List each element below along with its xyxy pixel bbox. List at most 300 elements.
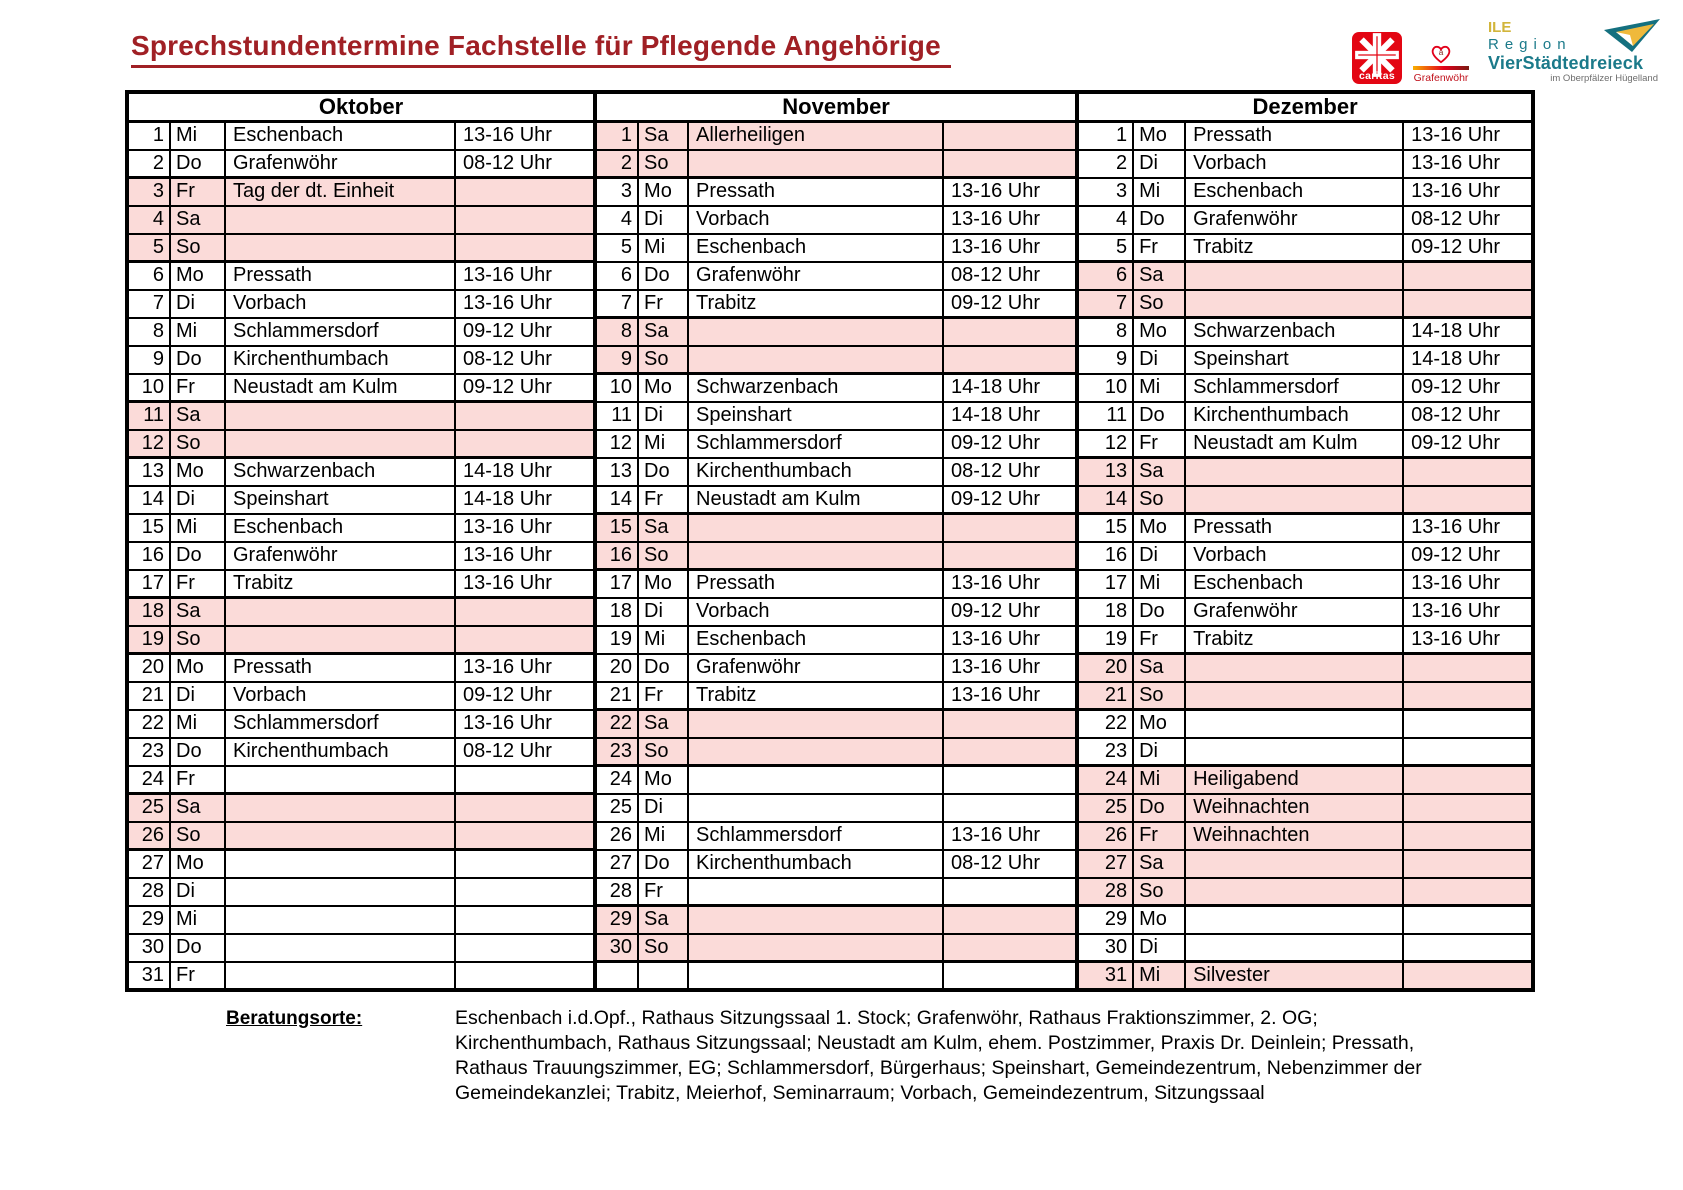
location: Eschenbach — [688, 626, 943, 654]
day-number: 16 — [1077, 542, 1133, 570]
time: 13-16 Uhr — [943, 178, 1077, 206]
time — [943, 906, 1077, 934]
day-number: 24 — [595, 766, 638, 794]
day-number: 23 — [595, 738, 638, 766]
weekday: Mi — [1133, 766, 1185, 794]
weekday: Do — [170, 934, 225, 962]
heart-icon — [1430, 44, 1452, 64]
location: Schwarzenbach — [225, 458, 455, 486]
time — [943, 318, 1077, 346]
day-number: 4 — [1077, 206, 1133, 234]
time: 13-16 Uhr — [1403, 178, 1533, 206]
day-number: 24 — [1077, 766, 1133, 794]
day-number: 15 — [1077, 514, 1133, 542]
time: 08-12 Uhr — [1403, 206, 1533, 234]
time: 09-12 Uhr — [1403, 374, 1533, 402]
time — [1403, 850, 1533, 878]
location: Neustadt am Kulm — [225, 374, 455, 402]
time — [1403, 906, 1533, 934]
time: 09-12 Uhr — [943, 486, 1077, 514]
weekday: So — [638, 150, 688, 178]
location: Trabitz — [225, 570, 455, 598]
day-number: 27 — [595, 850, 638, 878]
weekday: Mi — [170, 514, 225, 542]
weekday: Mo — [1133, 514, 1185, 542]
day-number: 1 — [127, 122, 170, 150]
time: 13-16 Uhr — [943, 682, 1077, 710]
weekday: Mi — [170, 318, 225, 346]
time — [943, 710, 1077, 738]
day-number: 29 — [1077, 906, 1133, 934]
location — [225, 794, 455, 822]
ile-arrow-icon — [1602, 18, 1664, 59]
weekday: Sa — [638, 710, 688, 738]
weekday: Mi — [1133, 962, 1185, 990]
time — [943, 934, 1077, 962]
calendar-row — [127, 290, 1533, 318]
weekday: Mi — [638, 822, 688, 850]
time — [943, 738, 1077, 766]
time — [1403, 766, 1533, 794]
location: Schlammersdorf — [688, 430, 943, 458]
day-number: 8 — [595, 318, 638, 346]
calendar-row — [127, 878, 1533, 906]
weekday: Do — [170, 542, 225, 570]
calendar-row — [127, 402, 1533, 430]
page-title: Sprechstundentermine Fachstelle für Pflegende Angehörige — [131, 30, 951, 68]
calendar-row — [127, 906, 1533, 934]
time: 13-16 Uhr — [943, 570, 1077, 598]
schedule-table — [125, 90, 1535, 992]
location — [225, 766, 455, 794]
location: Pressath — [1185, 122, 1403, 150]
weekday — [638, 962, 688, 990]
location: Vorbach — [1185, 150, 1403, 178]
weekday: So — [1133, 290, 1185, 318]
caritas-wordmark: caritas — [1359, 70, 1395, 82]
grafenwoehr-logo — [1412, 32, 1470, 84]
ile-line2: Region — [1488, 36, 1572, 53]
weekday: Di — [1133, 542, 1185, 570]
weekday: Mo — [638, 178, 688, 206]
time: 08-12 Uhr — [943, 262, 1077, 290]
weekday: Di — [170, 290, 225, 318]
day-number: 20 — [127, 654, 170, 682]
month-header-row — [127, 92, 1533, 122]
time — [455, 934, 595, 962]
day-number: 2 — [127, 150, 170, 178]
location: Heiligabend — [1185, 766, 1403, 794]
location: Weihnachten — [1185, 822, 1403, 850]
time: 09-12 Uhr — [1403, 542, 1533, 570]
weekday: Fr — [1133, 626, 1185, 654]
location: Grafenwöhr — [688, 654, 943, 682]
day-number: 28 — [595, 878, 638, 906]
footer-label: Beratungsorte: — [226, 1008, 363, 1029]
location: Kirchenthumbach — [688, 850, 943, 878]
location: Speinshart — [225, 486, 455, 514]
day-number: 19 — [595, 626, 638, 654]
time: 13-16 Uhr — [1403, 122, 1533, 150]
day-number: 22 — [1077, 710, 1133, 738]
weekday: Mo — [170, 654, 225, 682]
location: Schlammersdorf — [225, 318, 455, 346]
location — [688, 346, 943, 374]
location — [225, 598, 455, 626]
time — [943, 878, 1077, 906]
day-number: 30 — [127, 934, 170, 962]
weekday: Di — [170, 486, 225, 514]
weekday: Mi — [1133, 570, 1185, 598]
location — [688, 710, 943, 738]
weekday: So — [170, 430, 225, 458]
weekday: Mo — [1133, 318, 1185, 346]
location: Grafenwöhr — [225, 542, 455, 570]
calendar-row — [127, 766, 1533, 794]
day-number: 28 — [127, 878, 170, 906]
time: 08-12 Uhr — [943, 458, 1077, 486]
location — [1185, 458, 1403, 486]
day-number: 16 — [127, 542, 170, 570]
weekday: Mi — [1133, 178, 1185, 206]
day-number: 18 — [595, 598, 638, 626]
location — [1185, 682, 1403, 710]
location: Eschenbach — [1185, 570, 1403, 598]
location: Pressath — [225, 262, 455, 290]
logo-group — [1352, 20, 1658, 84]
grafenwoehr-wordmark: Grafenwöhr — [1413, 72, 1469, 84]
location — [688, 318, 943, 346]
weekday: Mo — [170, 262, 225, 290]
calendar-row — [127, 710, 1533, 738]
day-number: 1 — [595, 122, 638, 150]
day-number: 12 — [1077, 430, 1133, 458]
day-number: 4 — [595, 206, 638, 234]
calendar-row — [127, 430, 1533, 458]
time — [1403, 878, 1533, 906]
day-number: 17 — [1077, 570, 1133, 598]
location — [688, 794, 943, 822]
time: 14-18 Uhr — [943, 374, 1077, 402]
day-number: 9 — [127, 346, 170, 374]
time — [1403, 962, 1533, 990]
ile-region-logo — [1488, 20, 1658, 84]
day-number: 3 — [595, 178, 638, 206]
time — [455, 626, 595, 654]
time — [1403, 710, 1533, 738]
weekday: Sa — [638, 318, 688, 346]
weekday: Sa — [638, 906, 688, 934]
day-number — [595, 962, 638, 990]
time — [455, 234, 595, 262]
calendar-row — [127, 234, 1533, 262]
weekday: Fr — [1133, 822, 1185, 850]
day-number: 6 — [595, 262, 638, 290]
day-number: 25 — [1077, 794, 1133, 822]
month-header: Oktober — [127, 92, 595, 122]
location — [688, 150, 943, 178]
time — [1403, 262, 1533, 290]
calendar-row — [127, 626, 1533, 654]
day-number: 16 — [595, 542, 638, 570]
weekday: Mi — [638, 626, 688, 654]
weekday: Do — [638, 458, 688, 486]
time: 09-12 Uhr — [455, 374, 595, 402]
weekday: Do — [1133, 794, 1185, 822]
weekday: Mo — [1133, 122, 1185, 150]
day-number: 20 — [595, 654, 638, 682]
time — [455, 766, 595, 794]
time — [1403, 934, 1533, 962]
weekday: So — [170, 234, 225, 262]
weekday: Di — [170, 682, 225, 710]
day-number: 14 — [127, 486, 170, 514]
location: Schlammersdorf — [1185, 374, 1403, 402]
weekday: Fr — [170, 570, 225, 598]
calendar-row — [127, 150, 1533, 178]
weekday: Do — [170, 150, 225, 178]
day-number: 29 — [595, 906, 638, 934]
weekday: Fr — [638, 290, 688, 318]
calendar-row — [127, 542, 1533, 570]
time: 13-16 Uhr — [1403, 598, 1533, 626]
time — [455, 822, 595, 850]
day-number: 13 — [1077, 458, 1133, 486]
weekday: So — [1133, 682, 1185, 710]
day-number: 26 — [1077, 822, 1133, 850]
location: Silvester — [1185, 962, 1403, 990]
weekday: So — [638, 934, 688, 962]
time: 09-12 Uhr — [455, 318, 595, 346]
day-number: 3 — [1077, 178, 1133, 206]
calendar-row — [127, 598, 1533, 626]
weekday: So — [638, 346, 688, 374]
calendar-row — [127, 850, 1533, 878]
day-number: 30 — [595, 934, 638, 962]
calendar-row — [127, 682, 1533, 710]
location: Schwarzenbach — [1185, 318, 1403, 346]
day-number: 27 — [1077, 850, 1133, 878]
time — [455, 906, 595, 934]
time — [1403, 738, 1533, 766]
day-number: 7 — [1077, 290, 1133, 318]
day-number: 20 — [1077, 654, 1133, 682]
time — [455, 598, 595, 626]
location: Schwarzenbach — [688, 374, 943, 402]
schedule-table-wrap — [125, 90, 1535, 992]
location: Grafenwöhr — [1185, 206, 1403, 234]
day-number: 30 — [1077, 934, 1133, 962]
weekday: Mo — [638, 766, 688, 794]
svg-text:a: a — [1438, 47, 1444, 57]
weekday: So — [170, 822, 225, 850]
time: 13-16 Uhr — [1403, 570, 1533, 598]
time — [943, 766, 1077, 794]
location: Trabitz — [1185, 234, 1403, 262]
time — [455, 962, 595, 990]
day-number: 8 — [127, 318, 170, 346]
location — [225, 402, 455, 430]
location — [1185, 738, 1403, 766]
location — [225, 878, 455, 906]
time: 13-16 Uhr — [455, 262, 595, 290]
weekday: Mi — [638, 430, 688, 458]
time — [1403, 654, 1533, 682]
weekday: Do — [170, 738, 225, 766]
time: 13-16 Uhr — [1403, 514, 1533, 542]
location: Trabitz — [688, 290, 943, 318]
time: 13-16 Uhr — [943, 822, 1077, 850]
day-number: 5 — [127, 234, 170, 262]
day-number: 15 — [595, 514, 638, 542]
day-number: 11 — [1077, 402, 1133, 430]
time: 09-12 Uhr — [943, 430, 1077, 458]
time — [455, 206, 595, 234]
location — [225, 430, 455, 458]
location — [1185, 710, 1403, 738]
weekday: Mo — [1133, 906, 1185, 934]
location: Pressath — [225, 654, 455, 682]
day-number: 6 — [1077, 262, 1133, 290]
time: 14-18 Uhr — [455, 486, 595, 514]
time: 13-16 Uhr — [455, 710, 595, 738]
time: 08-12 Uhr — [943, 850, 1077, 878]
weekday: Mi — [1133, 374, 1185, 402]
day-number: 19 — [1077, 626, 1133, 654]
location: Vorbach — [688, 206, 943, 234]
location — [225, 626, 455, 654]
time: 09-12 Uhr — [1403, 234, 1533, 262]
calendar-row — [127, 934, 1533, 962]
weekday: Fr — [638, 682, 688, 710]
location — [225, 822, 455, 850]
location — [688, 738, 943, 766]
month-header: Dezember — [1077, 92, 1533, 122]
weekday: Di — [638, 402, 688, 430]
time: 14-18 Uhr — [1403, 318, 1533, 346]
location — [1185, 262, 1403, 290]
weekday: Mi — [170, 710, 225, 738]
location: Pressath — [688, 570, 943, 598]
weekday: Do — [170, 346, 225, 374]
time — [943, 514, 1077, 542]
weekday: Mi — [170, 906, 225, 934]
calendar-row — [127, 794, 1533, 822]
location — [1185, 934, 1403, 962]
location: Vorbach — [225, 682, 455, 710]
day-number: 31 — [1077, 962, 1133, 990]
day-number: 13 — [127, 458, 170, 486]
location: Pressath — [1185, 514, 1403, 542]
calendar-row — [127, 486, 1533, 514]
location: Vorbach — [225, 290, 455, 318]
weekday: Di — [1133, 150, 1185, 178]
time — [1403, 290, 1533, 318]
time: 09-12 Uhr — [943, 290, 1077, 318]
weekday: Do — [1133, 402, 1185, 430]
ile-line1: ILE — [1488, 19, 1512, 36]
day-number: 2 — [1077, 150, 1133, 178]
day-number: 15 — [127, 514, 170, 542]
location: Grafenwöhr — [1185, 598, 1403, 626]
time: 13-16 Uhr — [455, 122, 595, 150]
location — [225, 234, 455, 262]
time — [455, 794, 595, 822]
calendar-row — [127, 458, 1533, 486]
calendar-row — [127, 206, 1533, 234]
weekday: Mo — [170, 850, 225, 878]
weekday: So — [1133, 486, 1185, 514]
day-number: 21 — [127, 682, 170, 710]
location: Grafenwöhr — [225, 150, 455, 178]
location: Allerheiligen — [688, 122, 943, 150]
day-number: 13 — [595, 458, 638, 486]
location — [1185, 654, 1403, 682]
weekday: Fr — [170, 374, 225, 402]
location: Eschenbach — [225, 514, 455, 542]
day-number: 23 — [1077, 738, 1133, 766]
weekday: Sa — [1133, 850, 1185, 878]
time — [455, 402, 595, 430]
location — [225, 934, 455, 962]
time: 09-12 Uhr — [1403, 430, 1533, 458]
location — [688, 878, 943, 906]
day-number: 4 — [127, 206, 170, 234]
day-number: 10 — [595, 374, 638, 402]
location — [1185, 290, 1403, 318]
day-number: 23 — [127, 738, 170, 766]
location: Kirchenthumbach — [1185, 402, 1403, 430]
location — [688, 962, 943, 990]
weekday: Di — [638, 794, 688, 822]
calendar-row — [127, 346, 1533, 374]
weekday: Di — [638, 598, 688, 626]
day-number: 1 — [1077, 122, 1133, 150]
location — [688, 906, 943, 934]
location: Neustadt am Kulm — [1185, 430, 1403, 458]
location: Kirchenthumbach — [688, 458, 943, 486]
time — [943, 542, 1077, 570]
weekday: So — [170, 626, 225, 654]
time: 08-12 Uhr — [455, 738, 595, 766]
day-number: 10 — [1077, 374, 1133, 402]
day-number: 12 — [595, 430, 638, 458]
weekday: Sa — [1133, 262, 1185, 290]
day-number: 24 — [127, 766, 170, 794]
day-number: 5 — [595, 234, 638, 262]
schedule-table-body — [127, 92, 1533, 990]
weekday: Di — [638, 206, 688, 234]
weekday: Sa — [170, 206, 225, 234]
calendar-row — [127, 318, 1533, 346]
day-number: 25 — [595, 794, 638, 822]
weekday: Sa — [1133, 654, 1185, 682]
location: Eschenbach — [1185, 178, 1403, 206]
month-header: November — [595, 92, 1077, 122]
weekday: So — [1133, 878, 1185, 906]
time — [943, 122, 1077, 150]
day-number: 14 — [595, 486, 638, 514]
weekday: Mo — [170, 458, 225, 486]
calendar-row — [127, 122, 1533, 150]
weekday: Mo — [1133, 710, 1185, 738]
weekday: Fr — [638, 878, 688, 906]
ile-line4: im Oberpfälzer Hügelland — [1550, 73, 1658, 84]
day-number: 7 — [595, 290, 638, 318]
location: Grafenwöhr — [688, 262, 943, 290]
day-number: 18 — [127, 598, 170, 626]
location: Vorbach — [688, 598, 943, 626]
